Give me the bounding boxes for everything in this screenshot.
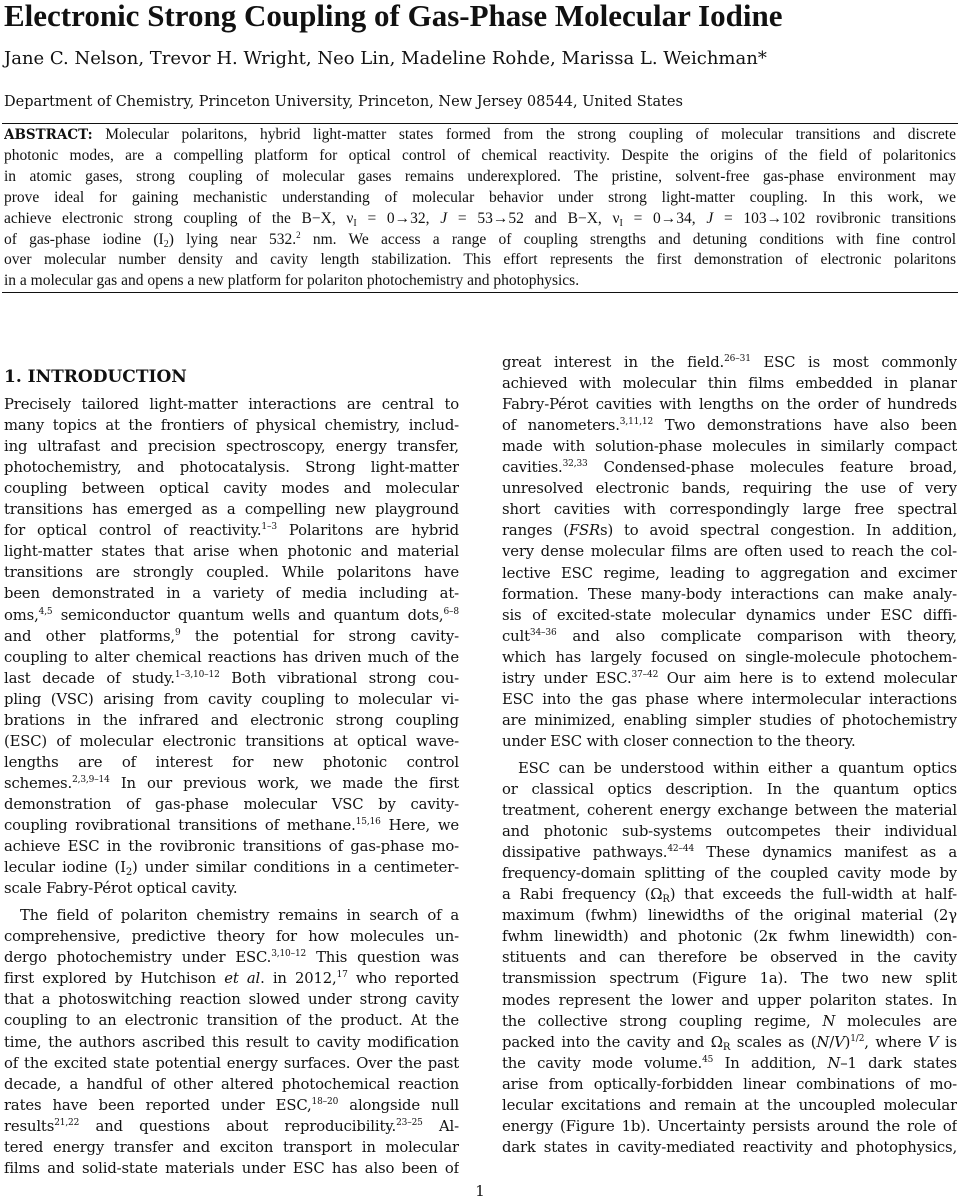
right-column-text-line: under ESC with closer connection to the theory. <box>502 732 856 750</box>
right-column-text-line: or classical optics description. In the quantum optics <box>502 781 957 798</box>
right-column-text-line: cavities.$^{32,33}$ Condensed-phase molecules feature broad, <box>502 459 957 477</box>
right-column-text-line: ESC into the gas phase where intermolecular interactions <box>502 690 957 708</box>
left-column-text-line: light-matter states that arise when photonic and material <box>4 543 459 561</box>
right-column-text-line: achieved with molecular thin films embedded in planar <box>502 375 957 393</box>
abstract-line: in a molecular gas and opens a new platform for polariton photochemistry and photophysics. <box>4 272 580 290</box>
right-column-text-line: unresolved electronic bands, requiring the use of very <box>502 480 957 498</box>
right-column-text-line: maximum (fwhm) linewidths of the original material (2γ <box>502 907 957 925</box>
section-heading-introduction: 1. INTRODUCTION <box>4 367 187 387</box>
right-column-text-line: of nanometers.$^{3,11,12}$ Two demonstrations have also been <box>502 417 957 435</box>
left-column-text-line: lecular iodine $(I_2)$ under similar conditions in a centimeter- <box>4 859 459 879</box>
right-column-text-line: which has largely focused on single-molecule photochem- <box>502 648 957 666</box>
right-column-text-line: cult$^{34-36}$ and also complicate comparison with theory, <box>502 627 957 645</box>
left-column-text-line: been demonstrated in a variety of media including at- <box>4 585 459 603</box>
right-column-text-line: dark states in cavity-mediated reactivity and photophysics, <box>502 1138 957 1156</box>
left-column-text-line: dergo photochemistry under ESC.$^{3,10-12}$ This question was <box>4 949 459 967</box>
right-column-text-line: Fabry-Pérot cavities with lengths on the order of hundreds <box>502 396 957 414</box>
left-column-text-line: tered energy transfer and exciton transport in molecular <box>4 1138 459 1156</box>
left-column-text-line: coupling between optical cavity modes and molecular <box>4 480 459 498</box>
right-column-text-line: short cavities with correspondingly large free spectral <box>502 501 957 519</box>
right-column-text-line: frequency-domain splitting of the coupled cavity mode by <box>502 865 957 883</box>
right-column-text-line: very dense molecular films are often used to reach the col- <box>502 543 957 561</box>
left-column-text-line: comprehensive, predictive theory for how molecules un- <box>4 928 459 946</box>
left-column-text-line: transitions are strongly coupled. While polaritons have <box>4 564 459 582</box>
left-column-text-line: for optical control of reactivity.$^{1-3}$ Polaritons are hybrid <box>4 522 459 540</box>
right-column-text-line: made with solution-phase molecules in similarly compact <box>502 438 957 456</box>
left-column-text-line: scale Fabry-Pérot optical cavity. <box>4 880 238 898</box>
left-column-text-line: ing ultrafast and precision spectroscopy, energy transfer, <box>4 438 459 456</box>
right-column-text-line: fwhm linewidth) and photonic (2κ fwhm linewidth) con- <box>502 928 957 946</box>
right-column-text-line: are minimized, enabling simpler studies of photochemistry <box>502 711 957 729</box>
abstract-label: ABSTRACT: <box>4 127 93 143</box>
right-column-text-line: the collective strong coupling regime, N molecules are <box>502 1012 957 1030</box>
left-column-text-line: Precisely tailored light-matter interactions are central to <box>4 396 459 413</box>
left-column-text-line: of the excited state potential energy surfaces. Over the past <box>4 1054 459 1072</box>
left-column-text-line: coupling to alter chemical reactions has driven much of the <box>4 648 459 666</box>
abstract <box>2 123 958 293</box>
right-column-text-line: formation. These many-body interactions can make analy- <box>502 585 957 603</box>
abstract-line: ABSTRACT: Molecular polaritons, hybrid light-matter states formed from the strong coupling of molecular transitions and discrete <box>4 126 956 143</box>
left-column-text-line: coupling to an electronic transition of the product. At the <box>4 1012 459 1030</box>
right-column-text-line: ranges (FSRs) to avoid spectral congestion. In addition, <box>502 522 957 540</box>
left-column-text-line: The field of polariton chemistry remains in search of a <box>20 907 459 925</box>
author-list: Jane C. Nelson, Trevor H. Wright, Neo Lin, Madeline Rohde, Marissa L. Weichman* <box>4 48 767 69</box>
right-column-text-line: modes represent the lower and upper polariton states. In <box>502 991 957 1009</box>
left-column-text-line: many topics at the frontiers of physical chemistry, includ- <box>4 417 459 435</box>
left-column-text-line: lengths are of interest for new photonic control <box>4 753 459 771</box>
right-column-text-line: stituents and can therefore be observed in the cavity <box>502 949 957 967</box>
right-column-text-line: lective ESC regime, leading to aggregation and excimer <box>502 564 957 582</box>
left-column-text-line: oms,$^{4,5}$ semiconductor quantum wells and quantum dots,$^{6-8}$ <box>4 606 459 624</box>
left-column-text-line: demonstration of gas-phase molecular VSC by cavity- <box>4 795 459 813</box>
right-column-text-line: sis of excited-state molecular dynamics under ESC diffi- <box>502 606 957 624</box>
left-column-text-line: decade, a handful of other altered photochemical reaction <box>4 1075 459 1093</box>
abstract-line: prove ideal for gaining mechanistic understanding of molecular behavior under strong light-matter coupling. In this work, we <box>4 188 956 206</box>
right-column-text-line: packed into the cavity and $\Omega_R$ scales as $(N/V)^{1/2}$, where V is <box>502 1033 957 1053</box>
left-column-text-line: time, the authors ascribed this result to cavity modification <box>4 1033 459 1051</box>
left-column-text-line: brations in the infrared and electronic strong coupling <box>4 711 459 729</box>
left-column-text-line: photochemistry, and photocatalysis. Strong light-matter <box>4 459 459 477</box>
abstract-line: photonic modes, are a compelling platform for optical control of chemical reactivity. Despite the origins of the field of polaritonics <box>4 146 956 164</box>
right-column-text-line: energy (Figure 1b). Uncertainty persists around the role of <box>502 1117 957 1135</box>
left-column-text-line: films and solid-state materials under ESC has also been of <box>4 1159 459 1177</box>
abstract-line: in atomic gases, strong coupling of molecular gases remains underexplored. The pristine, solvent-free gas-phase environment may <box>4 167 956 185</box>
affiliation: Department of Chemistry, Princeton University, Princeton, New Jersey 08544, United States <box>4 94 683 110</box>
left-column-text-line: transitions has emerged as a compelling new playground <box>4 501 459 519</box>
right-column-text-line: dissipative pathways.$^{42-44}$ These dynamics manifest as a <box>502 844 957 862</box>
right-column-text-line: lecular excitations and remain at the uncoupled molecular <box>502 1096 957 1114</box>
abstract-line: achieve electronic strong coupling of the B−X, $\nu_I = 0\to 32$, J = 53→52 and B−X, $\nu_I = 0\to 34$, J = 103→102 rovibronic transitions <box>4 209 956 229</box>
right-column-text-line: transmission spectrum (Figure 1a). The two new split <box>502 970 957 988</box>
left-column-text-line: results$^{21,22}$ and questions about reproducibility.$^{23-25}$ Al- <box>4 1117 459 1135</box>
right-column-text-line: ESC can be understood within either a quantum optics <box>518 759 957 777</box>
left-column-text-line: rates have been reported under ESC,$^{18-20}$ alongside null <box>4 1096 459 1114</box>
left-column-text-line: (ESC) of molecular electronic transitions at optical wave- <box>4 732 459 750</box>
abstract-line: of gas-phase iodine $(I_2)$ lying near 532.$^2$ nm. We access a range of coupling strengths and detuning conditions with fine control <box>4 229 956 250</box>
paper-title: Electronic Strong Coupling of Gas-Phase Molecular Iodine <box>4 0 783 33</box>
right-column-text-line: treatment, coherent energy exchange between the material <box>502 802 957 820</box>
left-column-text-line: coupling rovibrational transitions of methane.$^{15,16}$ Here, we <box>4 817 459 834</box>
right-column-text-line: arise from optically-forbidden linear combinations of mo- <box>502 1075 957 1093</box>
left-column-text-line: first explored by Hutchison et al. in 2012,17 who reported <box>4 970 459 988</box>
right-column-text-line: the cavity mode volume.$^{45}$ In addition, N–1 dark states <box>502 1054 957 1072</box>
left-column-text-line: achieve ESC in the rovibronic transitions of gas-phase mo- <box>4 838 459 856</box>
left-column-text-line: schemes.$^{2,3,9-14}$ In our previous work, we made the first <box>4 774 459 792</box>
right-column-text-line: istry under ESC.$^{37-42}$ Our aim here is to extend molecular <box>502 669 957 687</box>
right-column-text-line: a Rabi frequency $(\Omega_R)$ that exceeds the full-width at half- <box>502 886 957 906</box>
left-column-text-line: that a photoswitching reaction slowed under strong cavity <box>4 991 459 1009</box>
right-column-text-line: and photonic sub-systems outcompetes their individual <box>502 823 957 841</box>
right-column-text-line: great interest in the field.$^{26-31}$ ESC is most commonly <box>502 354 957 371</box>
left-column-text-line: last decade of study.$^{1-3,10-12}$ Both vibrational strong cou- <box>4 669 459 687</box>
left-column-text-line: and other platforms,$^9$ the potential for strong cavity- <box>4 627 459 645</box>
page-number: 1 <box>475 1182 485 1200</box>
abstract-line: over molecular number density and cavity length stabilization. This effort represents the first demonstration of electronic polaritons <box>4 251 956 269</box>
left-column-text-line: pling (VSC) arising from cavity coupling to molecular vi- <box>4 690 459 708</box>
